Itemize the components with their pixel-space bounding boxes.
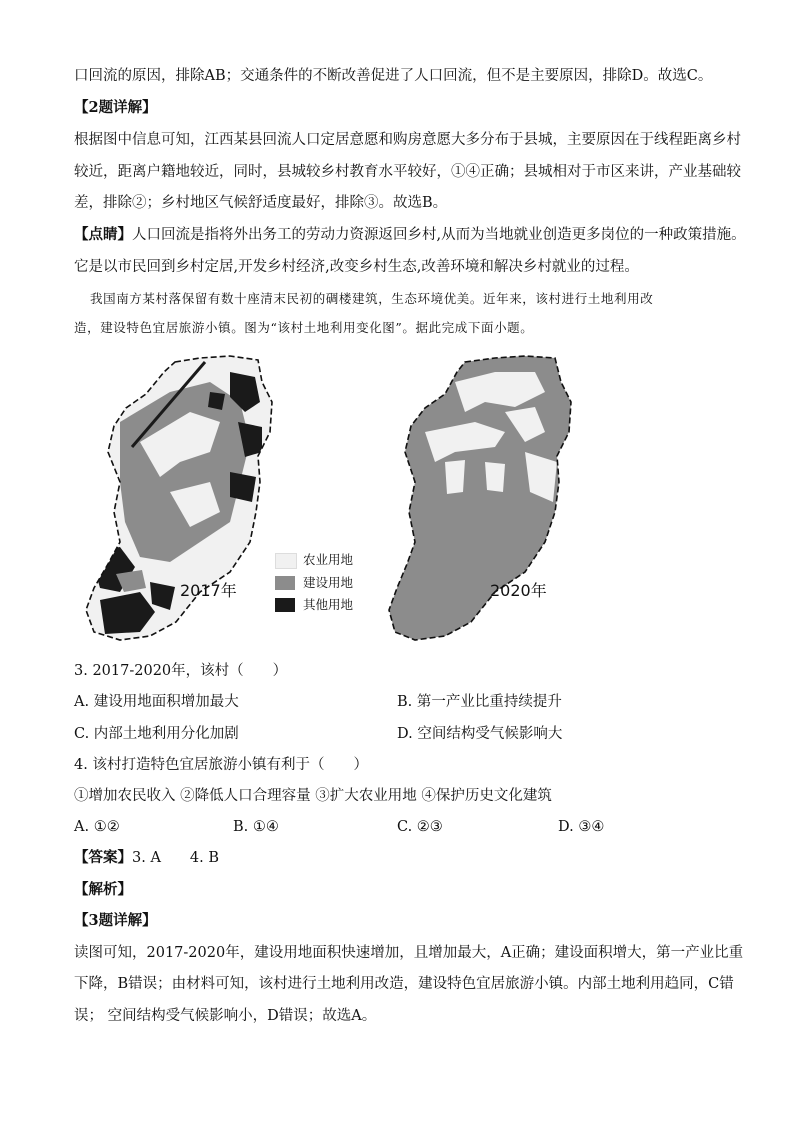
legend-label-other: 其他用地 bbox=[303, 597, 354, 612]
q3-option-c: C. 内部土地利用分化加剧 bbox=[74, 726, 239, 742]
legend-label-construction: 建设用地 bbox=[303, 575, 354, 590]
q2-detail-line-2: 较近，距离户籍地较近，同时，县城较乡村教育水平较好，①④正确；县城相对于市区来讲，产业基础较 bbox=[74, 164, 741, 180]
q3-detail-line-3: 误； 空间结构受气候影响小，D错误；故选A。 bbox=[74, 1008, 377, 1024]
q2-detail-heading: 【2题详解】 bbox=[74, 99, 157, 116]
map-2020-year-label: 2020年 bbox=[490, 581, 547, 600]
answer-line bbox=[74, 848, 219, 868]
q4-option-d: D. ③④ bbox=[558, 819, 605, 835]
q4-items: ①增加农民收入 ②降低人口合理容量 ③扩大农业用地 ④保护历史文化建筑 bbox=[74, 788, 552, 804]
map-2020 bbox=[385, 352, 585, 648]
answer-text: 3. A 4. B bbox=[132, 850, 220, 866]
q3-option-a: A. 建设用地面积增加最大 bbox=[74, 694, 239, 710]
legend-swatch-other bbox=[275, 598, 295, 612]
answer-label: 【答案】 bbox=[74, 849, 132, 866]
tip-line-1 bbox=[74, 225, 746, 245]
tip-text-1: 人口回流是指将外出务工的劳动力资源返回乡村,从而为当地就业创造更多岗位的一种政策措施。 bbox=[132, 227, 746, 243]
q3-detail-line-2: 下降，B错误；由材料可知，该村进行土地利用改造，建设特色宜居旅游小镇。内部土地利用趋同，C错 bbox=[74, 976, 734, 992]
q4-option-c: C. ②③ bbox=[397, 819, 443, 835]
intro-line-1: 我国南方某村落保留有数十座清末民初的碉楼建筑，生态环境优美。近年来，该村进行土地利用改 bbox=[90, 291, 654, 306]
q3-stem: 3. 2017-2020年，该村（ ） bbox=[74, 663, 288, 679]
q3-option-b: B. 第一产业比重持续提升 bbox=[397, 694, 562, 710]
legend-label-farmland: 农业用地 bbox=[303, 552, 354, 567]
map-2017-year-label: 2017年 bbox=[180, 581, 237, 600]
analysis-label: 【解析】 bbox=[74, 881, 132, 898]
legend-swatch-construction bbox=[275, 576, 295, 590]
map-2017 bbox=[80, 352, 280, 648]
intro-line-2: 造，建设特色宜居旅游小镇。图为“该村土地利用变化图”。据此完成下面小题。 bbox=[74, 320, 534, 335]
q4-option-b: B. ①④ bbox=[233, 819, 279, 835]
q4-option-a: A. ①② bbox=[74, 819, 120, 835]
q3-detail-line-1: 读图可知，2017-2020年，建设用地面积快速增加，且增加最大，A正确；建设面积增大，第一产业比重 bbox=[74, 945, 744, 961]
q4-stem: 4. 该村打造特色宜居旅游小镇有利于（ ） bbox=[74, 757, 368, 773]
q2-detail-line-3: 差，排除②；乡村地区气候舒适度最好，排除③。故选B。 bbox=[74, 195, 448, 211]
legend-swatch-farmland bbox=[275, 553, 297, 569]
q3-option-d: D. 空间结构受气候影响大 bbox=[397, 726, 563, 742]
q3-detail-heading: 【3题详解】 bbox=[74, 912, 157, 929]
tip-line-2: 它是以市民回到乡村定居,开发乡村经济,改变乡村生态,改善环境和解决乡村就业的过程。 bbox=[74, 259, 639, 275]
tip-label: 【点睛】 bbox=[74, 226, 132, 243]
q2-detail-line-1: 根据图中信息可知，江西某县回流人口定居意愿和购房意愿大多分布于县城，主要原因在于线程距离乡村 bbox=[74, 132, 741, 148]
prev-explanation-tail: 口回流的原因，排除AB；交通条件的不断改善促进了人口回流，但不是主要原因，排除D。故选C。 bbox=[74, 68, 713, 84]
